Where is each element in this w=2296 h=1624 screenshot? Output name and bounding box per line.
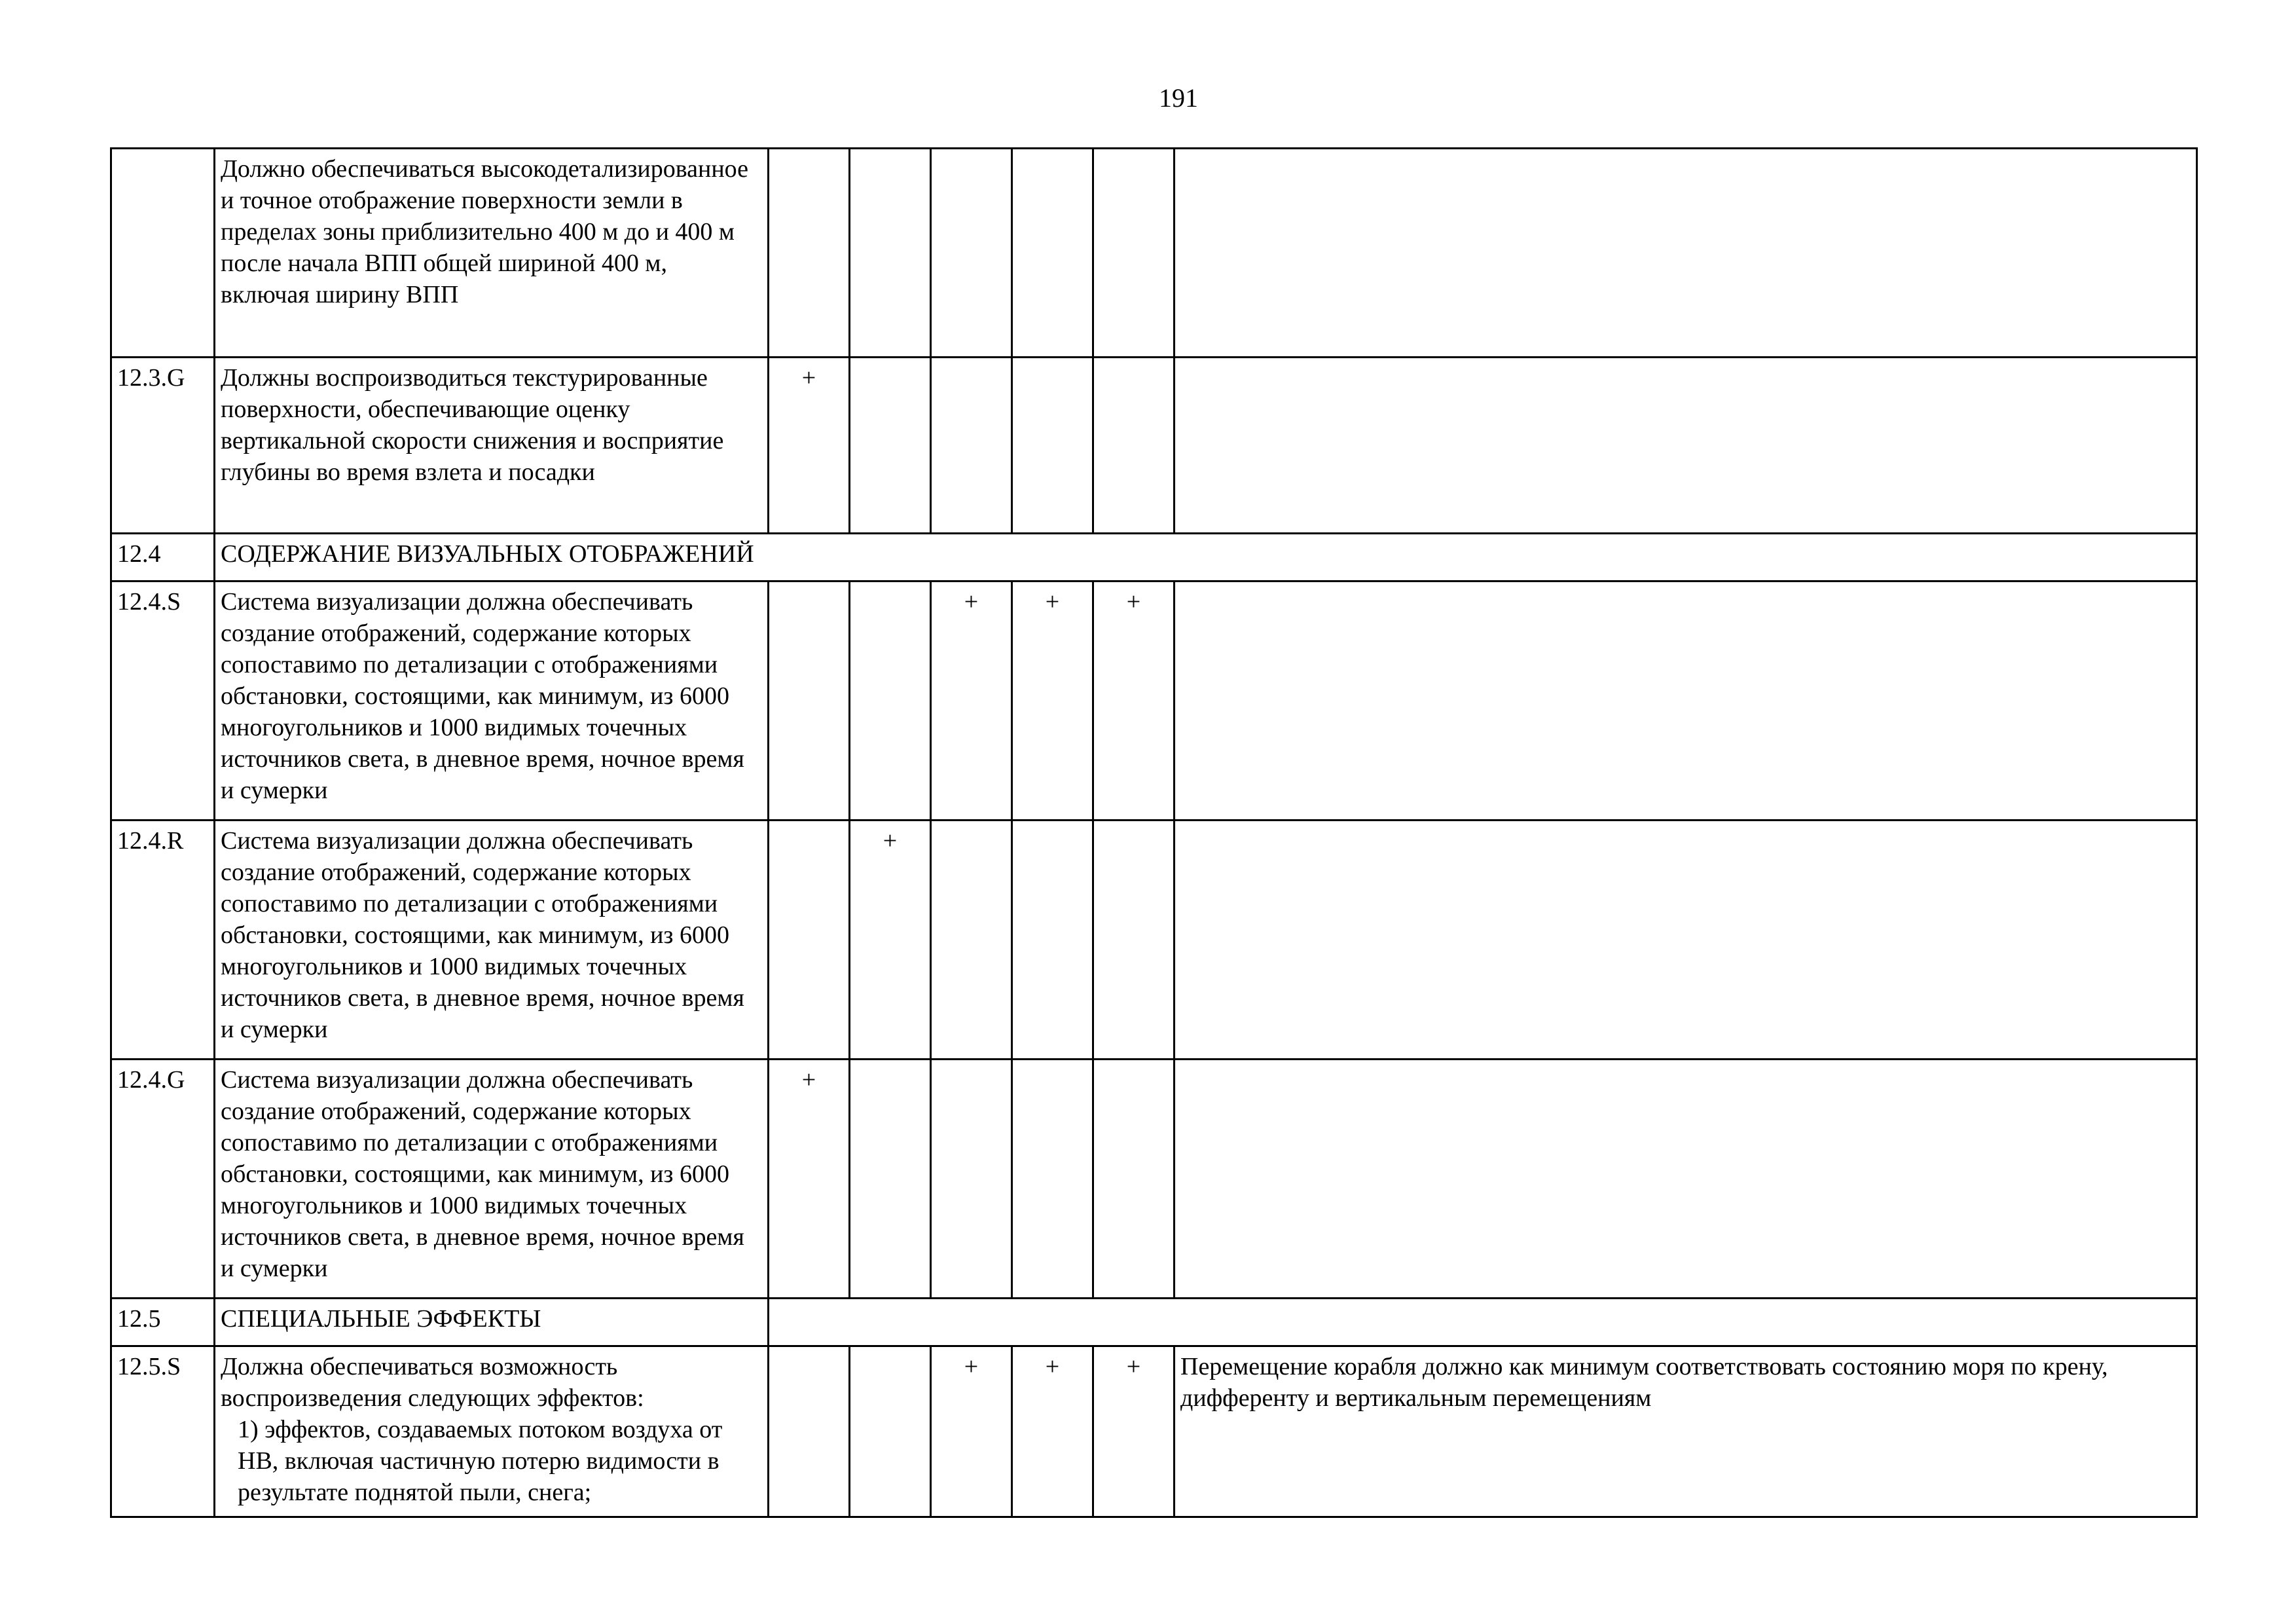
- row-number: 12.5.S: [111, 1346, 215, 1517]
- mark-cell: [1093, 1060, 1175, 1299]
- row-description: Должно обеспечиваться высокодетализированное и точное отображение поверхности земли в пределах зоны приблизительно 400 м до и 400 м после начала ВПП общей шириной 400 м, включая ширину ВПП: [215, 149, 769, 358]
- mark-cell: [1093, 149, 1175, 358]
- mark-cell: +: [931, 1346, 1012, 1517]
- mark-cell: [769, 1346, 850, 1517]
- row-number: 12.4.R: [111, 821, 215, 1060]
- mark-cell: [769, 821, 850, 1060]
- row-number: 12.3.G: [111, 358, 215, 534]
- mark-cell: +: [1093, 1346, 1175, 1517]
- row-note: [1175, 821, 2197, 1060]
- mark-cell: [850, 358, 931, 534]
- row-description: Система визуализации должна обеспечивать создание отображений, содержание которых сопоставимо по детализации с отображениями обстановки, состоящими, как минимум, из 6000 многоугольников и 1000 видимых точечных источников света, в дневное время, ночное время и сумерки: [215, 1060, 769, 1299]
- section-heading: СПЕЦИАЛЬНЫЕ ЭФФЕКТЫ: [215, 1299, 769, 1346]
- mark-cell: [1012, 1060, 1093, 1299]
- section-row: [111, 1299, 2197, 1346]
- table-row: [111, 581, 2197, 821]
- description-intro: Должна обеспечиваться возможность воспроизведения следующих эффектов:: [221, 1353, 644, 1412]
- mark-cell: [850, 581, 931, 821]
- mark-cell: [1012, 358, 1093, 534]
- section-heading: СОДЕРЖАНИЕ ВИЗУАЛЬНЫХ ОТОБРАЖЕНИЙ: [215, 534, 2197, 581]
- mark-cell: [850, 149, 931, 358]
- section-row: [111, 534, 2197, 581]
- mark-cell: [769, 149, 850, 358]
- mark-cell: +: [769, 358, 850, 534]
- row-note: [1175, 358, 2197, 534]
- mark-cell: [1012, 149, 1093, 358]
- mark-cell: [850, 1346, 931, 1517]
- row-note: [1175, 1060, 2197, 1299]
- row-description: [215, 1346, 769, 1517]
- mark-cell: [931, 358, 1012, 534]
- section-number: 12.5: [111, 1299, 215, 1346]
- mark-cell: [931, 1060, 1012, 1299]
- mark-cell: [850, 1060, 931, 1299]
- mark-cell: [769, 581, 850, 821]
- requirements-table: [110, 147, 2198, 1518]
- row-description: Система визуализации должна обеспечивать создание отображений, содержание которых сопоставимо по детализации с отображениями обстановки, состоящими, как минимум, из 6000 многоугольников и 1000 видимых точечных источников света, в дневное время, ночное время и сумерки: [215, 821, 769, 1060]
- row-description: Должны воспроизводиться текстурированные поверхности, обеспечивающие оценку вертикальной скорости снижения и восприятие глубины во время взлета и посадки: [215, 358, 769, 534]
- section-number: 12.4: [111, 534, 215, 581]
- row-note: [1175, 149, 2197, 358]
- row-note: Перемещение корабля должно как минимум соответствовать состоянию моря по крену, дифференту и вертикальным перемещениям: [1175, 1346, 2197, 1517]
- section-empty-cell: [769, 1299, 2197, 1346]
- mark-cell: +: [1012, 1346, 1093, 1517]
- mark-cell: [1012, 821, 1093, 1060]
- row-note: [1175, 581, 2197, 821]
- mark-cell: [1093, 821, 1175, 1060]
- mark-cell: [931, 821, 1012, 1060]
- table-row: [111, 1346, 2197, 1517]
- table-row: [111, 1060, 2197, 1299]
- mark-cell: [931, 149, 1012, 358]
- table-row: [111, 149, 2197, 358]
- mark-cell: +: [1012, 581, 1093, 821]
- table-row: [111, 821, 2197, 1060]
- page-number: 191: [1159, 83, 1198, 113]
- mark-cell: [1093, 358, 1175, 534]
- row-number: 12.4.S: [111, 581, 215, 821]
- row-description: Система визуализации должна обеспечивать создание отображений, содержание которых сопоставимо по детализации с отображениями обстановки, состоящими, как минимум, из 6000 многоугольников и 1000 видимых точечных источников света, в дневное время, ночное время и сумерки: [215, 581, 769, 821]
- table-row: [111, 358, 2197, 534]
- mark-cell: +: [769, 1060, 850, 1299]
- mark-cell: +: [850, 821, 931, 1060]
- row-number: 12.4.G: [111, 1060, 215, 1299]
- row-number: [111, 149, 215, 358]
- description-list-item: 1) эффектов, создаваемых потоком воздуха от НВ, включая частичную потерю видимости в результате поднятой пыли, снега;: [238, 1416, 723, 1506]
- mark-cell: +: [931, 581, 1012, 821]
- mark-cell: +: [1093, 581, 1175, 821]
